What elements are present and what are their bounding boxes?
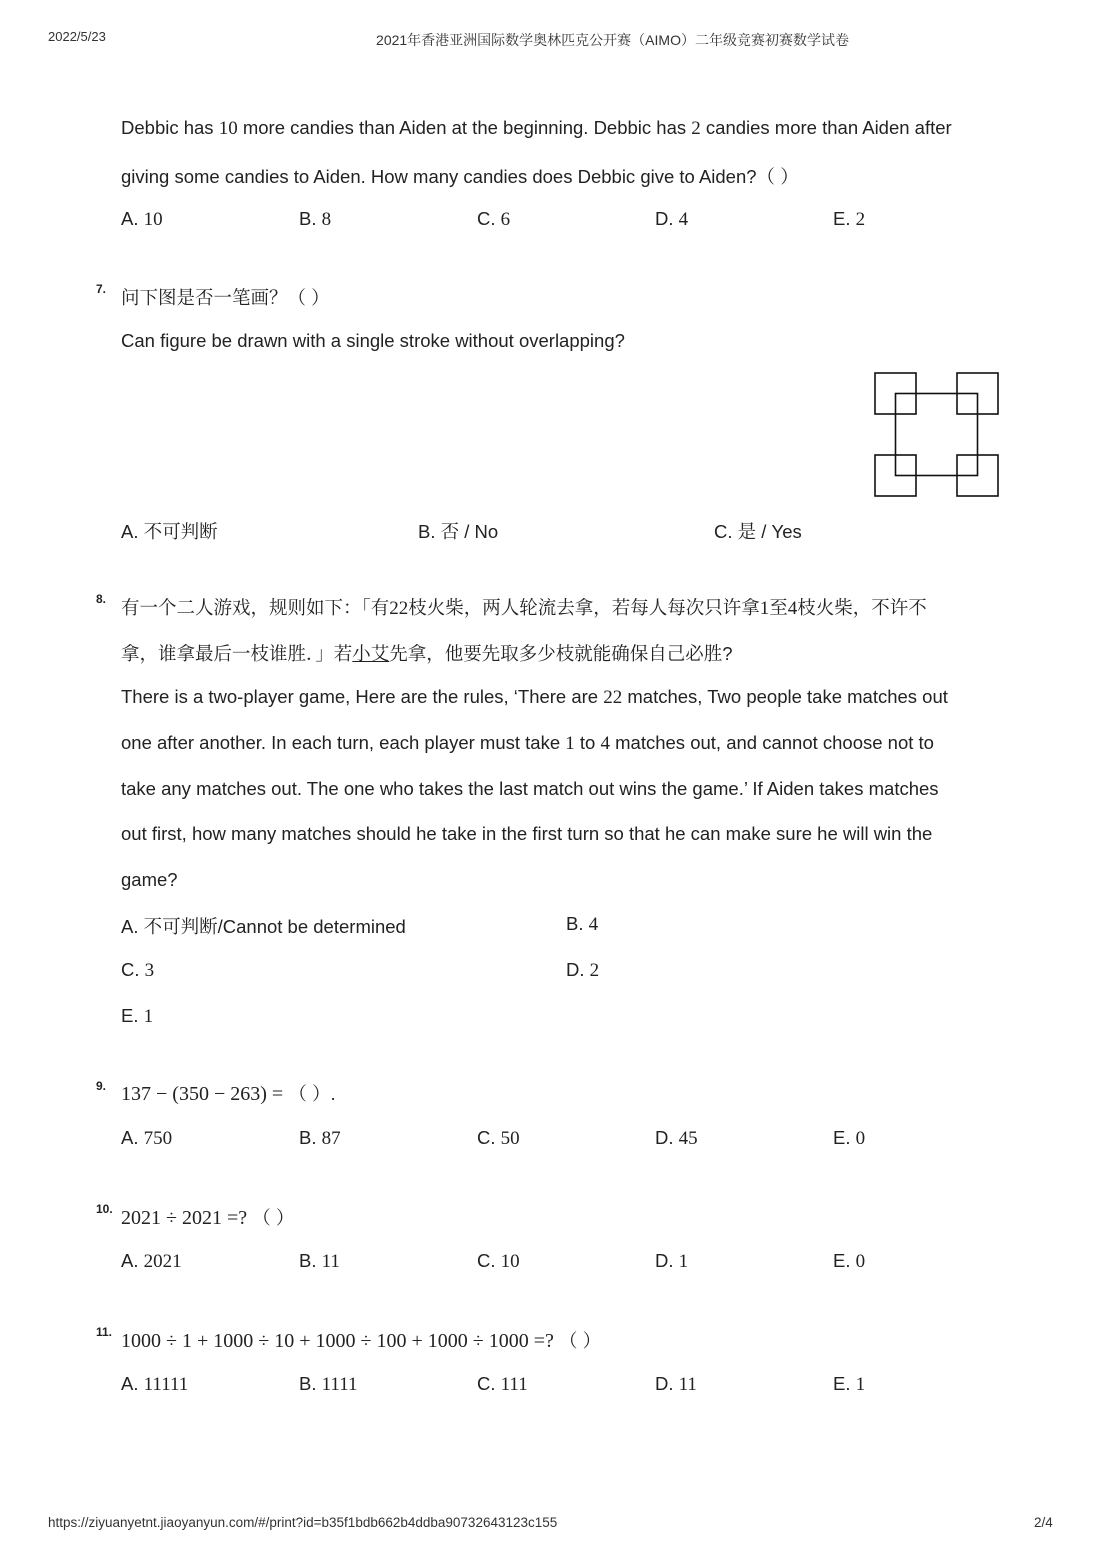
q9-question: 137 − (350 − 263) = （ ）.	[121, 1083, 336, 1105]
q9-number: 9.	[96, 1079, 107, 1093]
q6-option-a[interactable]: A. 10	[121, 208, 163, 230]
q10-number: 10.	[96, 1202, 113, 1216]
underlined-name: 小艾	[352, 643, 390, 664]
q8-option-d[interactable]: D. 2	[566, 959, 600, 981]
q8-number: 8.	[96, 592, 107, 606]
q8-option-b[interactable]: B. 4	[566, 913, 599, 935]
q6-line-2: giving some candies to Aiden. How many candies does Debbic give to Aiden?（ ）	[121, 166, 799, 187]
q11-option-c[interactable]: C. 111	[477, 1373, 528, 1395]
q11-option-e[interactable]: E. 1	[833, 1373, 866, 1395]
q10-option-a[interactable]: A. 2021	[121, 1250, 182, 1272]
q8-question-en-3: take any matches out. The one who takes the last match out wins the game.’ If Aiden takes matches	[121, 778, 939, 799]
document-title: 2021年香港亚洲国际数学奥林匹克公开赛（AIMO）二年级竞赛初赛数学试卷	[376, 32, 849, 48]
print-date: 2022/5/23	[48, 29, 106, 44]
q11-option-a[interactable]: A. 11111	[121, 1373, 189, 1395]
q8-question-cn-2: 拿，谁拿最后一枝谁胜．」若小艾先拿，他要先取多少枝就能确保自己必胜?	[121, 643, 733, 664]
q10-option-e[interactable]: E. 0	[833, 1250, 866, 1272]
q10-option-c[interactable]: C. 10	[477, 1250, 520, 1272]
q7-option-c[interactable]: C. 是 / Yes	[714, 521, 802, 542]
figure-square-center	[896, 394, 978, 476]
q6-option-b[interactable]: B. 8	[299, 208, 332, 230]
q9-option-e[interactable]: E. 0	[833, 1127, 866, 1149]
q11-number: 11.	[96, 1325, 113, 1339]
q8-question-cn-1: 有一个二人游戏，规则如下：「有22枝火柴，两人轮流去拿，若每人每次只许拿1至4枝火柴，不许不	[121, 597, 927, 619]
q10-question: 2021 ÷ 2021 =? （ ）	[121, 1207, 295, 1229]
q9-option-b[interactable]: B. 87	[299, 1127, 341, 1149]
q8-option-a[interactable]: A. 不可判断/Cannot be determined	[121, 916, 406, 937]
q7-question-en: Can figure be drawn with a single stroke without overlapping?	[121, 330, 625, 351]
q7-question-cn: 问下图是否一笔画？（ ）	[121, 287, 330, 308]
footer-url: https://ziyuanyetnt.jiaoyanyun.com/#/print?id=b35f1bdb662b4ddba90732643123c155	[48, 1515, 558, 1530]
q10-option-b[interactable]: B. 11	[299, 1250, 340, 1272]
q7-option-b[interactable]: B. 否 / No	[418, 521, 499, 542]
q8-option-c[interactable]: C. 3	[121, 959, 155, 981]
q6-option-d[interactable]: D. 4	[655, 208, 689, 230]
q7-number: 7.	[96, 282, 107, 296]
q9-option-c[interactable]: C. 50	[477, 1127, 520, 1149]
q9-option-a[interactable]: A. 750	[121, 1127, 173, 1149]
q11-option-b[interactable]: B. 1111	[299, 1373, 358, 1395]
q11-question: 1000 ÷ 1 + 1000 ÷ 10 + 1000 ÷ 100 + 1000 ÷ 1000 =? （ ）	[121, 1330, 602, 1352]
q7-figure	[873, 371, 1003, 501]
q7-option-a[interactable]: A. 不可判断	[121, 521, 218, 542]
q9-option-d[interactable]: D. 45	[655, 1127, 698, 1149]
q11-option-d[interactable]: D. 11	[655, 1373, 697, 1395]
q6-option-e[interactable]: E. 2	[833, 208, 866, 230]
page-number: 2/4	[1034, 1515, 1053, 1530]
q8-option-e[interactable]: E. 1	[121, 1005, 154, 1027]
q6-option-c[interactable]: C. 6	[477, 208, 511, 230]
q8-question-en-1: There is a two-player game, Here are the rules, ‘There are 22 matches, Two people take matches out	[121, 686, 948, 708]
q8-question-en-5: game?	[121, 869, 178, 890]
q10-option-d[interactable]: D. 1	[655, 1250, 689, 1272]
q8-question-en-2: one after another. In each turn, each player must take 1 to 4 matches out, and cannot choose not to	[121, 732, 934, 754]
q8-question-en-4: out first, how many matches should he take in the first turn so that he can make sure he will win the	[121, 823, 933, 844]
q6-line-1: Debbic has 10 more candies than Aiden at the beginning. Debbic has 2 candies more than Aiden after	[121, 117, 952, 139]
